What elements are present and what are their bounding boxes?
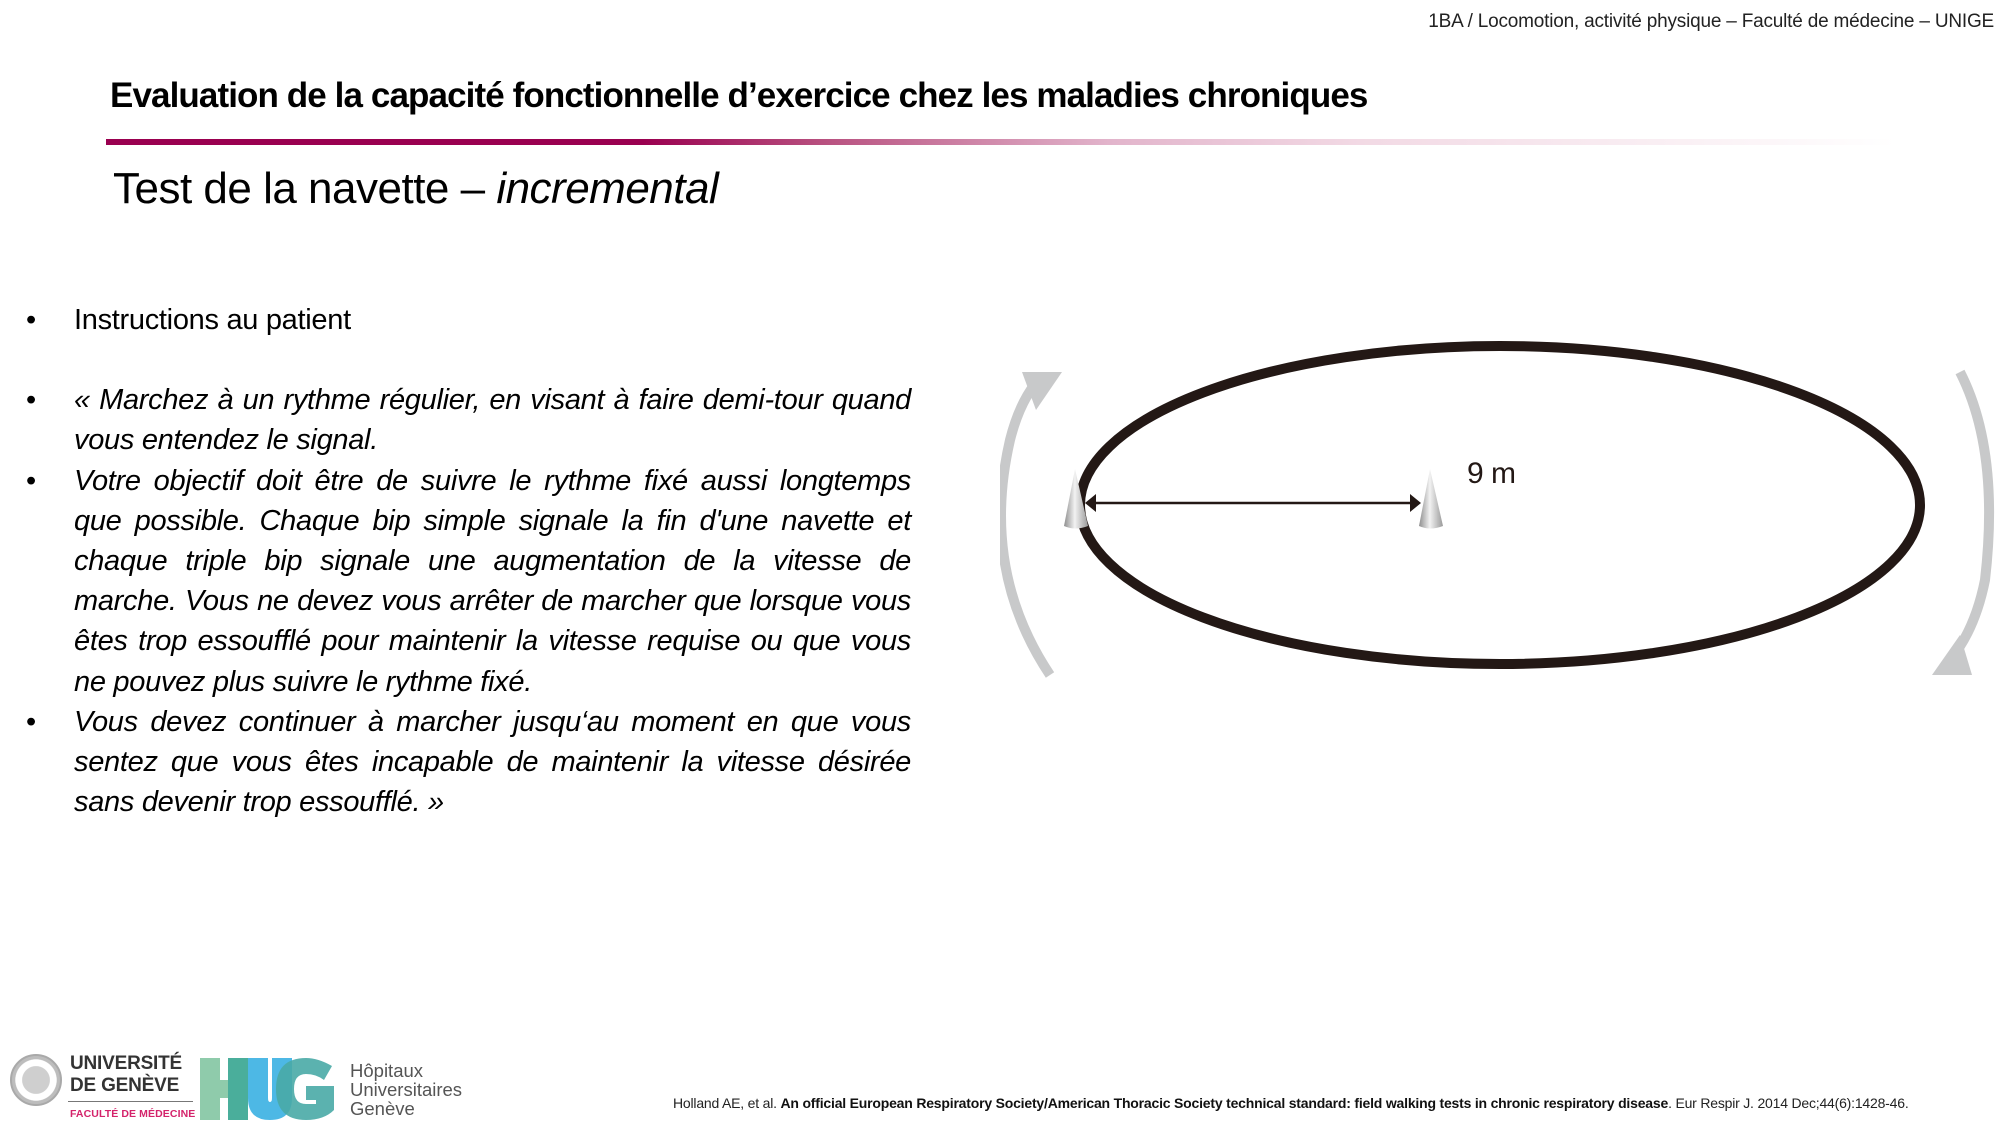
bullet-icon: • bbox=[26, 705, 37, 738]
distance-label: 9 m bbox=[1467, 457, 1516, 490]
unige-name-line1: UNIVERSITÉ bbox=[70, 1053, 183, 1074]
unige-divider bbox=[68, 1101, 193, 1102]
citation-authors: Holland AE, et al. bbox=[673, 1095, 781, 1111]
cone-icon bbox=[1419, 469, 1443, 529]
hug-name-line2: Universitaires bbox=[350, 1079, 463, 1100]
shuttle-track-diagram bbox=[1000, 330, 2000, 690]
unige-logo bbox=[8, 1050, 198, 1125]
slide-subtitle bbox=[113, 164, 718, 214]
list-item-text: « Marchez à un rythme régulier, en visant à faire demi-tour quand vous entendez le signal. bbox=[74, 384, 911, 457]
spacer bbox=[26, 340, 911, 380]
subtitle-italic: incremental bbox=[496, 164, 719, 213]
bullet-icon: • bbox=[26, 464, 37, 497]
hug-name-line1: Hôpitaux bbox=[350, 1060, 424, 1081]
citation-source: . Eur Respir J. 2014 Dec;44(6):1428-46. bbox=[1668, 1095, 1909, 1111]
double-arrow-icon bbox=[1085, 494, 1421, 512]
bullet-icon: • bbox=[26, 304, 37, 336]
course-header: 1BA / Locomotion, activité physique – Faculté de médecine – UNIGE bbox=[1428, 11, 1994, 32]
list-item-text: Instructions au patient bbox=[74, 304, 351, 336]
list-item bbox=[26, 380, 911, 460]
instructions-list bbox=[26, 300, 911, 822]
list-item bbox=[26, 461, 911, 702]
bullet-icon: • bbox=[26, 384, 37, 417]
citation-title: An official European Respiratory Society/American Thoracic Society technical standard: field walking tests in chronic respiratory disease bbox=[780, 1095, 1669, 1111]
unige-seal-icon bbox=[10, 1054, 62, 1106]
title-divider bbox=[106, 139, 1896, 145]
curved-arrow-down-icon bbox=[1932, 372, 1989, 675]
oval-track bbox=[1080, 346, 1920, 664]
hug-logo bbox=[200, 1058, 490, 1122]
unige-faculty: FACULTÉ DE MÉDECINE bbox=[70, 1108, 196, 1120]
unige-name-line2: DE GENÈVE bbox=[70, 1075, 180, 1096]
subtitle-plain: Test de la navette – bbox=[113, 164, 497, 213]
hug-monogram-icon bbox=[200, 1058, 340, 1122]
slide-title: Evaluation de la capacité fonctionnelle d’exercice chez les maladies chroniques bbox=[110, 76, 1368, 115]
list-item-heading bbox=[26, 300, 911, 340]
citation bbox=[673, 1095, 1909, 1111]
curved-arrow-up-icon bbox=[1001, 372, 1062, 675]
list-item-text: Votre objectif doit être de suivre le rythme fixé aussi longtemps que possible. Chaque bip simple signale la fin d'une navette et chaque triple bip signale une augmentation de la vitesse de marche. Vous ne devez vous arrêter de marcher que lorsque vous êtes trop essoufflé pour maintenir la vitesse requise ou que vous ne pouvez plus suivre le rythme fixé. bbox=[74, 464, 911, 698]
list-item-text: Vous devez continuer à marcher jusqu‘au moment en que vous sentez que vous êtes incapable de maintenir la vitesse désirée sans devenir trop essoufflé. » bbox=[74, 705, 911, 819]
list-item bbox=[26, 702, 911, 823]
hug-name-line3: Genève bbox=[350, 1098, 415, 1119]
